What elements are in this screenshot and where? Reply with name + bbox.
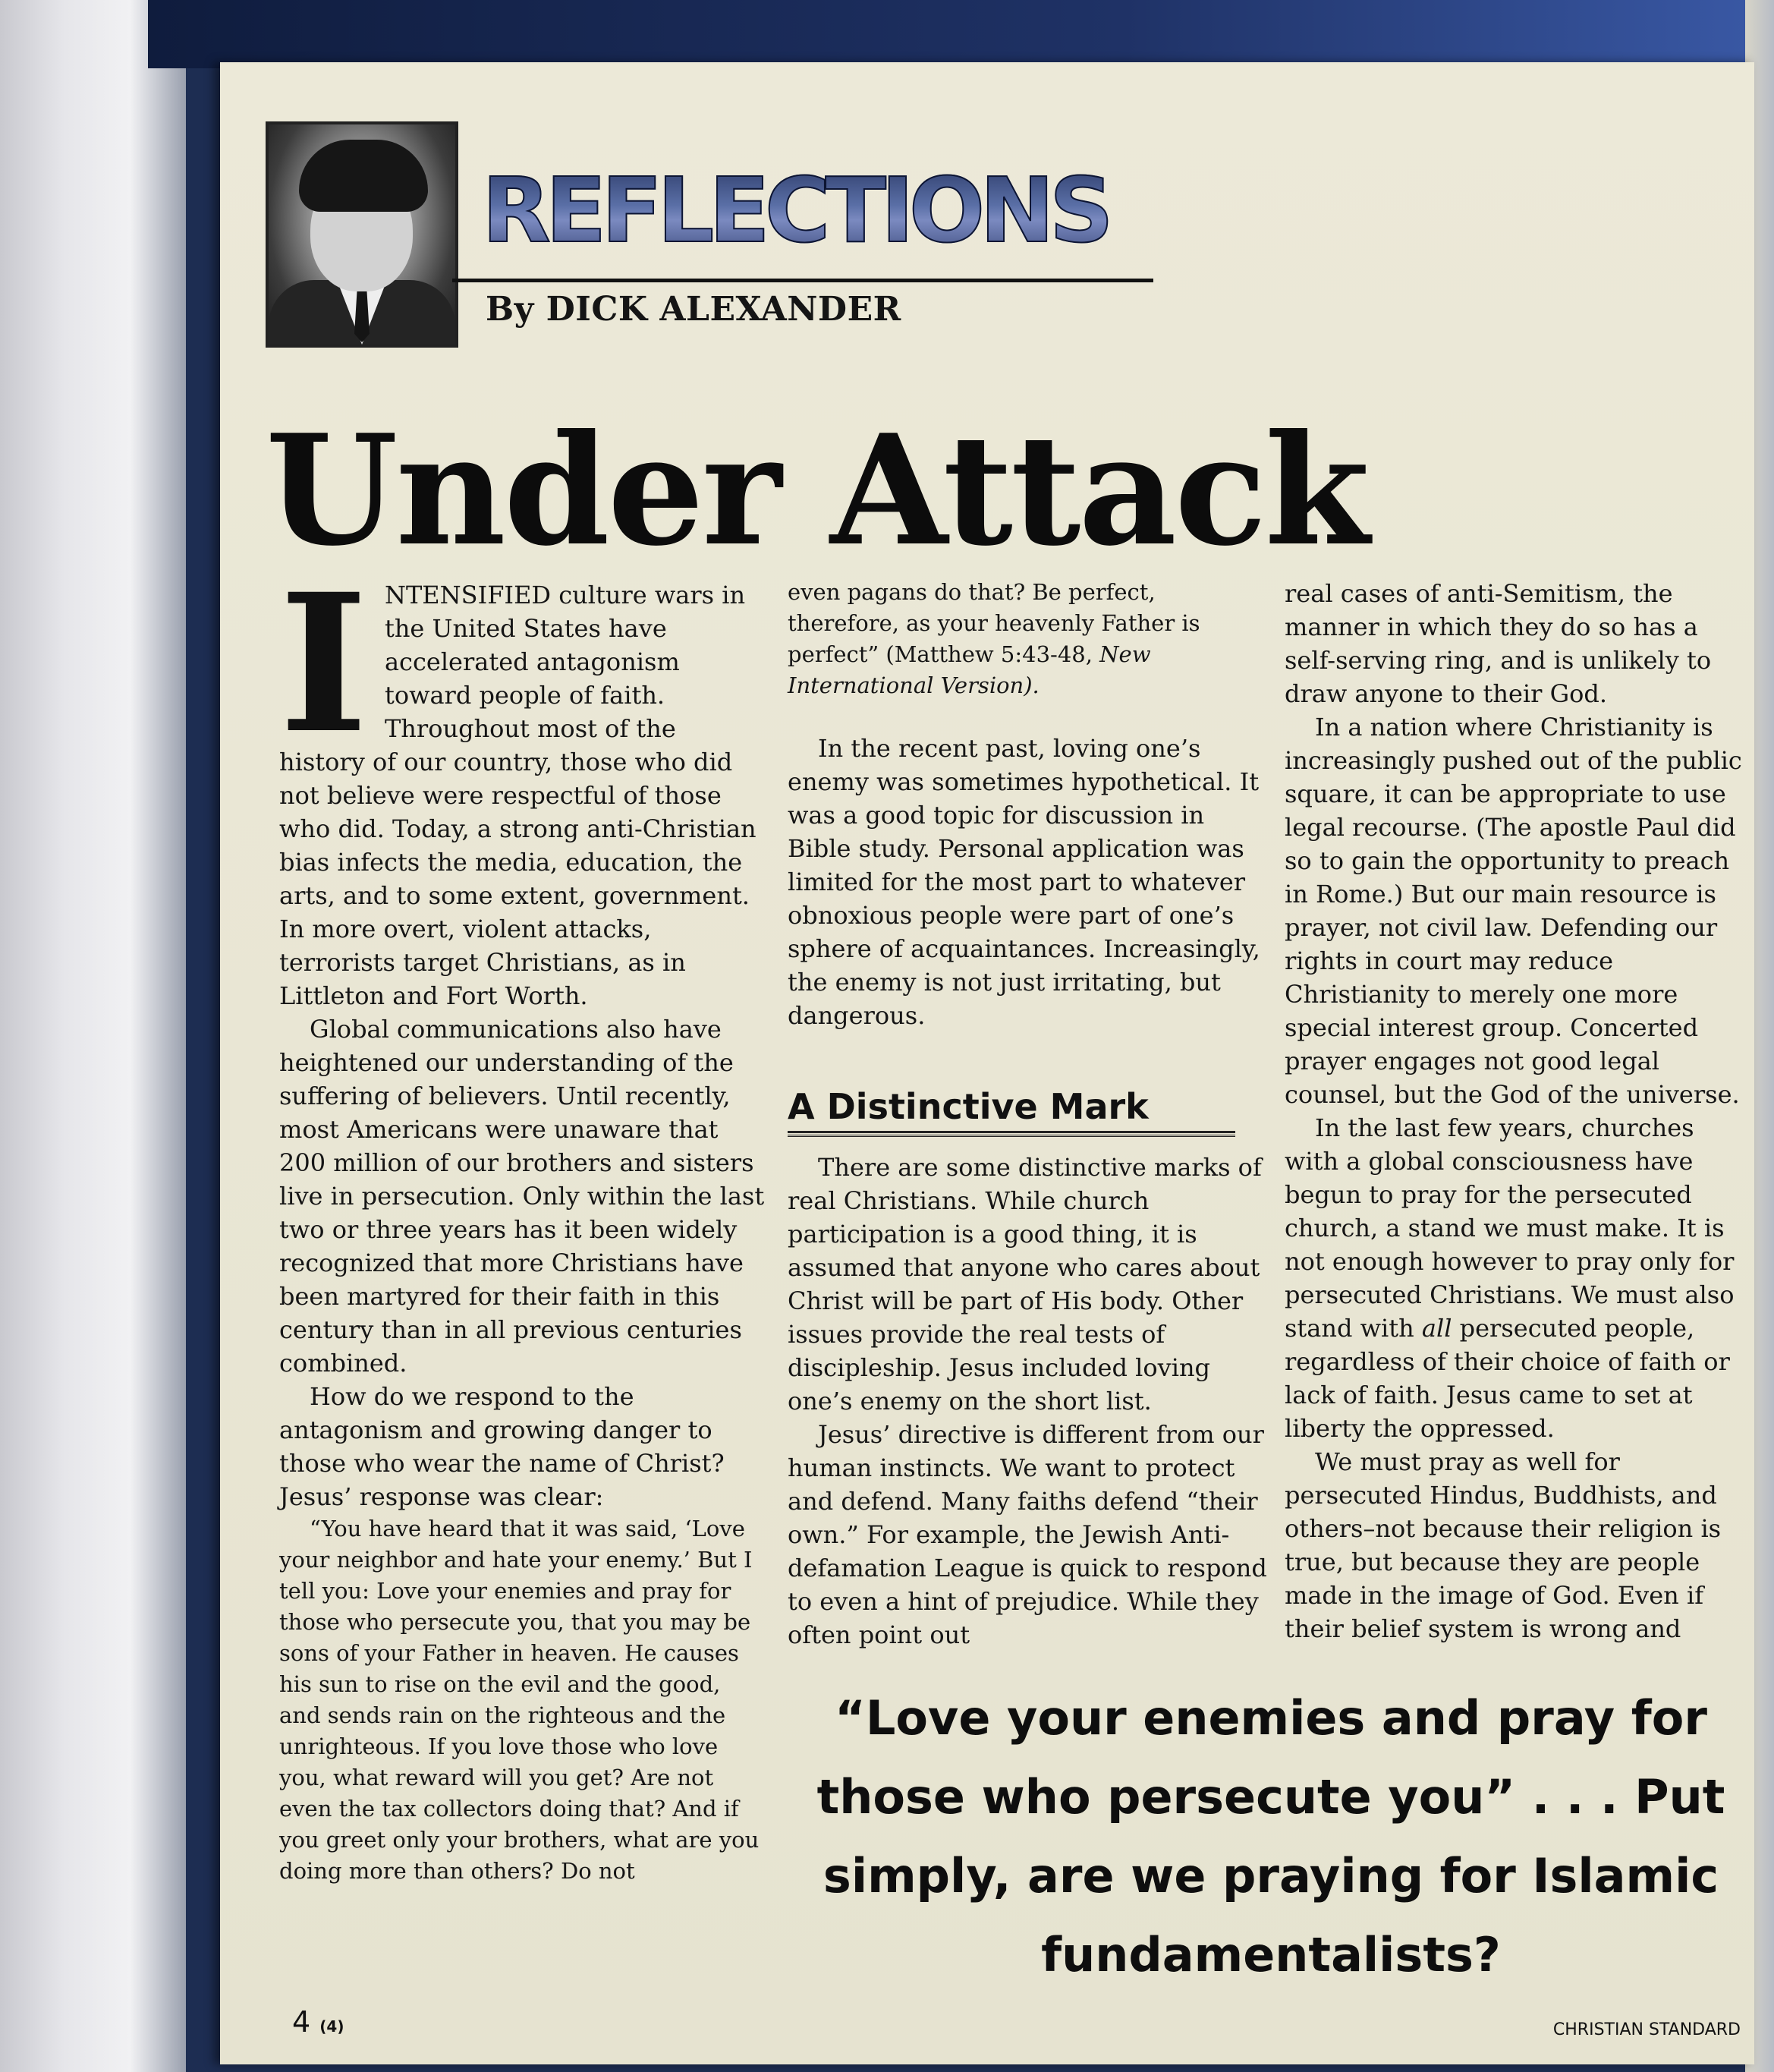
article-column-1 [279, 552, 765, 1887]
paragraph: In a nation where Christianity is increasingly pushed out of the public square, it can be appropriate to use legal recourse. (The apostle Paul did so to gain the opportunity to preach in Rome.) But our main resource is prayer, not civil law. Defending our rights in court may reduce Christianity to merely one more special interest group. Concerted prayer engages not good legal counsel, but the God of the universe. [1285, 713, 1742, 1109]
paragraph [279, 552, 765, 1012]
article-column-3 [1285, 577, 1751, 1645]
paragraph [1285, 1111, 1751, 1445]
paragraph-text: NTENSIFIED culture wars in the United States have accelerated antagonism toward people of faith. Throughout most of the history of our country, those who did not believe were respectful of those who did. Today, a strong anti-Christian bias infects the media, education, the arts, and to some extent, government. In more overt, violent attacks, terrorists target Christians, as in Littleton and Fort Worth. [279, 581, 756, 1010]
article-headline: Under Attack [266, 401, 1368, 580]
paragraph: We must pray as well for persecuted Hindus, Buddhists, and others–not because their religion is true, but because they are people made in the image of God. Even if their belief system is wrong and [1285, 1447, 1722, 1643]
byline: By DICK ALEXANDER [486, 290, 901, 329]
header-rule [452, 279, 1153, 282]
emphasis: all [1421, 1314, 1452, 1343]
section-subhead: A Distinctive Mark [788, 1086, 1149, 1127]
scripture-quote-continued [788, 577, 1273, 701]
publication-name: CHRISTIAN STANDARD [1552, 2020, 1741, 2039]
page-number-main: 4 [292, 2005, 311, 2039]
paragraph: In the recent past, loving one’s enemy was sometimes hypothetical. It was a good topic for discussion in Bible study. Personal application was limited for the most part to whatever obnoxious people were part of one’s sphere of acquaintances. Increasingly, the enemy is not just irritating, but dangerous. [788, 734, 1260, 1030]
adjacent-page-edge [0, 0, 186, 2072]
pull-quote: “Love your enemies and pray for those who persecute you” . . . Put simply, are we praying for Islamic fundamentalists? [816, 1690, 1725, 1982]
cover-band [148, 0, 1774, 68]
drop-cap: I [279, 552, 368, 775]
paragraph: real cases of anti-Semitism, the manner in which they do so has a self-serving ring, and is unlikely to draw anyone to their God. [1285, 579, 1712, 708]
paragraph-text: In the last few years, churches with a global consciousness have begun to pray for the persecuted church, a stand we must make. It is not enough however to pray only for persecuted Christians. We must also stand with [1285, 1113, 1735, 1343]
scripture-quote: “You have heard that it was said, ‘Love your neighbor and hate your enemy.’ But I tell you: Love your enemies and pray for those who persecute you, that you may be sons of your Father in heaven. He causes his sun to rise on the evil and the good, and sends rain on the righteous and the unrighteous. If you love those who love you, what reward will you get? Are not even the tax collectors doing that? And if you greet only your brothers, what are you doing more than others? Do not [279, 1516, 760, 1884]
author-photo [266, 121, 458, 348]
quote-source: New International Version). [788, 641, 1151, 698]
paragraph-text: persecuted people, regardless of their choice of faith or lack of faith. Jesus came to set at liberty the oppressed. [1285, 1314, 1730, 1443]
page-number [292, 2005, 344, 2039]
column-title: REFLECTIONS [482, 161, 1165, 260]
page-number-alt: (4) [319, 2017, 344, 2036]
article-column-2 [788, 577, 1273, 1652]
paragraph: Jesus’ directive is different from our human instincts. We want to protect and defend. Many faiths defend “their own.” For example, the Jewish Anti-defamation League is quick to respond to even a hint of prejudice. While they often point out [788, 1420, 1267, 1649]
paragraph: How do we respond to the antagonism and growing danger to those who wear the name of Christ? Jesus’ response was clear: [279, 1382, 725, 1511]
paragraph: There are some distinctive marks of real Christians. While church participation is a good thing, it is assumed that anyone who cares about Christ will be part of His body. Other issues provide the real tests of discipleship. Jesus included loving one’s enemy on the short list. [788, 1153, 1262, 1415]
photo-hair [299, 140, 428, 212]
magazine-page [220, 62, 1754, 2064]
paragraph: Global communications also have heightened our understanding of the suffering of believers. Until recently, most Americans were unaware that 200 million of our brothers and sisters live in persecution. Only within the last two or three years has it been widely recognized that more Christians have been martyred for their faith in this century than in all previous centuries combined. [279, 1015, 765, 1378]
quote-text: even pagans do that? Be perfect, therefore, as your heavenly Father is perfect” (Matthew 5:43-48, [788, 579, 1200, 667]
subhead-rule [788, 1131, 1235, 1137]
